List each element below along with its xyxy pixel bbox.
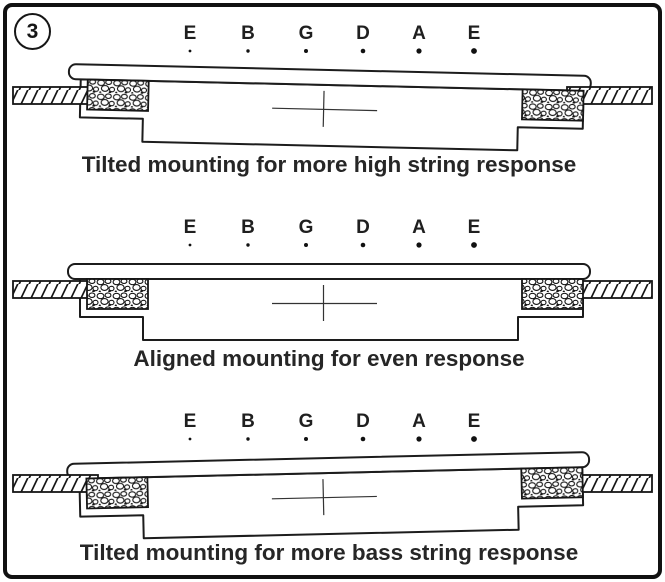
- string-label-e-high: E: [183, 217, 197, 238]
- string-dots: [189, 242, 477, 248]
- string-dots: [189, 48, 477, 54]
- string-label-e-low: E: [467, 411, 481, 432]
- string-label-a: A: [412, 23, 426, 44]
- string-label-g: G: [298, 411, 314, 432]
- string-label-g: G: [298, 217, 314, 238]
- string-label-d: D: [356, 217, 370, 238]
- foam-pad-left: [86, 477, 148, 508]
- diagram-tilted-bass: [0, 388, 665, 582]
- string-labels-row: [184, 23, 481, 44]
- diagram-caption: Tilted mounting for more high string response: [81, 152, 577, 177]
- diagram-tilted-high: [0, 0, 665, 194]
- string-label-e-low: E: [467, 23, 481, 44]
- guitar-top-left: [13, 475, 98, 492]
- foam-pad-left: [87, 80, 149, 111]
- string-label-a: A: [412, 217, 426, 238]
- string-label-a: A: [412, 411, 426, 432]
- foam-pad-right: [522, 279, 583, 309]
- foam-pad-right: [521, 467, 583, 498]
- diagram-caption: Aligned mounting for even response: [133, 346, 525, 371]
- string-label-d: D: [356, 411, 370, 432]
- guitar-top-left: [13, 281, 98, 298]
- diagram-aligned: [0, 194, 665, 388]
- string-labels-row: [184, 411, 481, 432]
- foam-pad-left: [87, 279, 148, 309]
- guitar-top-left: [13, 87, 98, 104]
- string-label-b: B: [241, 23, 255, 44]
- diagram-caption: Tilted mounting for more bass string response: [79, 540, 579, 565]
- string-label-e-low: E: [467, 217, 481, 238]
- string-label-b: B: [241, 217, 255, 238]
- string-label-b: B: [241, 411, 255, 432]
- string-label-g: G: [298, 23, 314, 44]
- string-label-d: D: [356, 23, 370, 44]
- string-labels-row: [184, 217, 481, 238]
- pickup-flange: [68, 264, 590, 279]
- string-label-e-high: E: [183, 411, 197, 432]
- string-dots: [189, 436, 477, 442]
- foam-pad-right: [522, 89, 584, 120]
- figure-number-badge: 3: [14, 13, 51, 50]
- string-label-e-high: E: [183, 23, 197, 44]
